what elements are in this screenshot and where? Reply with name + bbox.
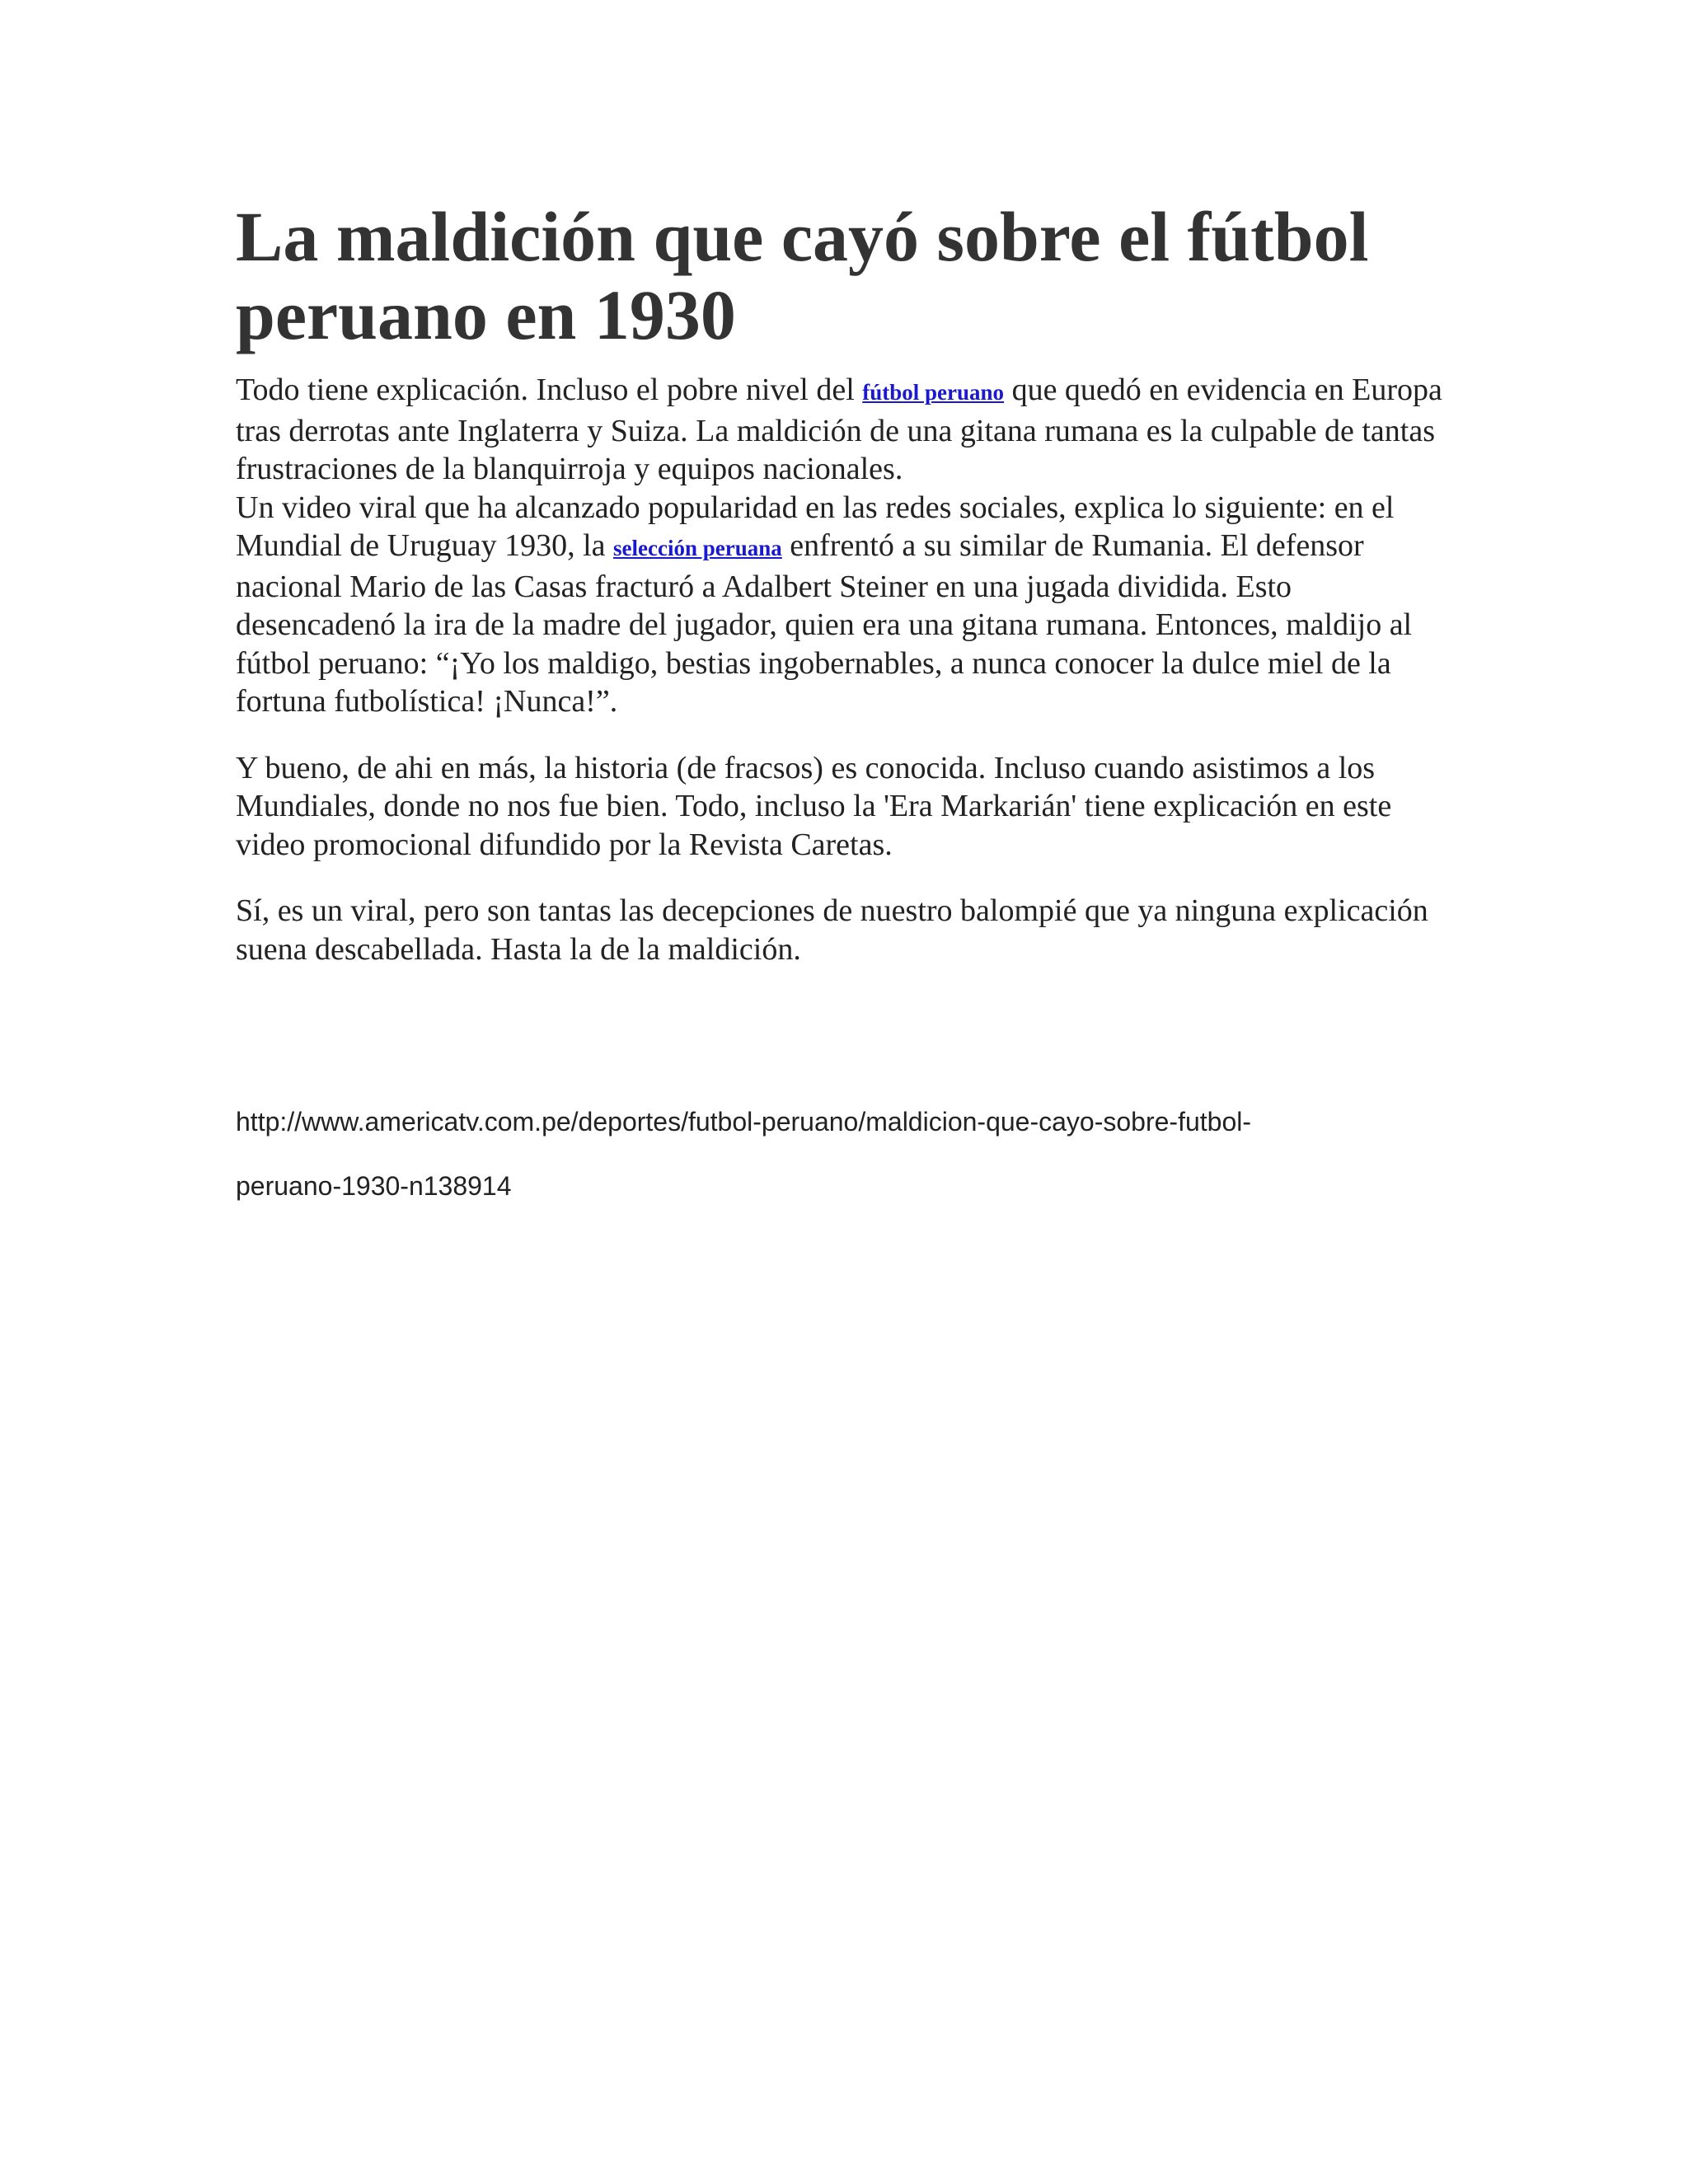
paragraph-2 xyxy=(236,489,1456,721)
seleccion-peruana-link[interactable]: selección peruana xyxy=(613,536,782,560)
source-url xyxy=(236,1090,1472,1218)
title-line-1: La maldición que cayó sobre el fútbol xyxy=(236,197,1369,276)
title-line-2: peruano en 1930 xyxy=(236,275,736,354)
source-url-line-2: peruano-1930-n138914 xyxy=(236,1171,512,1201)
paragraph-1 xyxy=(236,371,1456,489)
paragraph-3: Y bueno, de ahi en más, la historia (de fracsos) es conocida. Incluso cuando asistimos a los Mundiales, donde no nos fue bien. Todo, incluso la 'Era Markarián' tiene explicación en este video promocional difundido por la Revista Caretas. xyxy=(236,750,1392,862)
article xyxy=(236,198,1456,968)
paragraph-1-text-a: Todo tiene explicación. Incluso el pobre nivel del xyxy=(236,373,863,407)
paragraph-2-text-b: enfrentó a su similar de Rumania. El defensor nacional Mario de las Casas fracturó a Adalbert Steiner en una jugada dividida. Esto desencadenó la ira de la madre del jugador, quien era una gitana rumana. Entonces, maldijo al fútbol peruano: “¡Yo los maldigo, bestias ingobernables, a nunca conocer la dulce miel de la fortuna futbolística! ¡Nunca!”. xyxy=(236,528,1413,719)
paragraph-4: Sí, es un viral, pero son tantas las decepciones de nuestro balompié que ya ninguna explicación suena descabellada. Hasta la de la maldición. xyxy=(236,893,1428,967)
source-url-line-1: http://www.americatv.com.pe/deportes/futbol-peruano/maldicion-que-cayo-sobre-futbol- xyxy=(236,1107,1251,1137)
article-title xyxy=(236,198,1456,354)
futbol-peruano-link[interactable]: fútbol peruano xyxy=(862,380,1005,405)
paragraph-1-text-b: que quedó en evidencia en Europa tras derrotas ante Inglaterra y Suiza. La maldición de una gitana rumana es la culpable de tantas frustraciones de la blanquirroja y equipos nacionales. xyxy=(236,373,1442,486)
paragraph-2-text-a: Un video viral que ha alcanzado popularidad en las redes sociales, explica lo siguiente: en el Mundial de Uruguay 1930, la xyxy=(236,490,1395,563)
